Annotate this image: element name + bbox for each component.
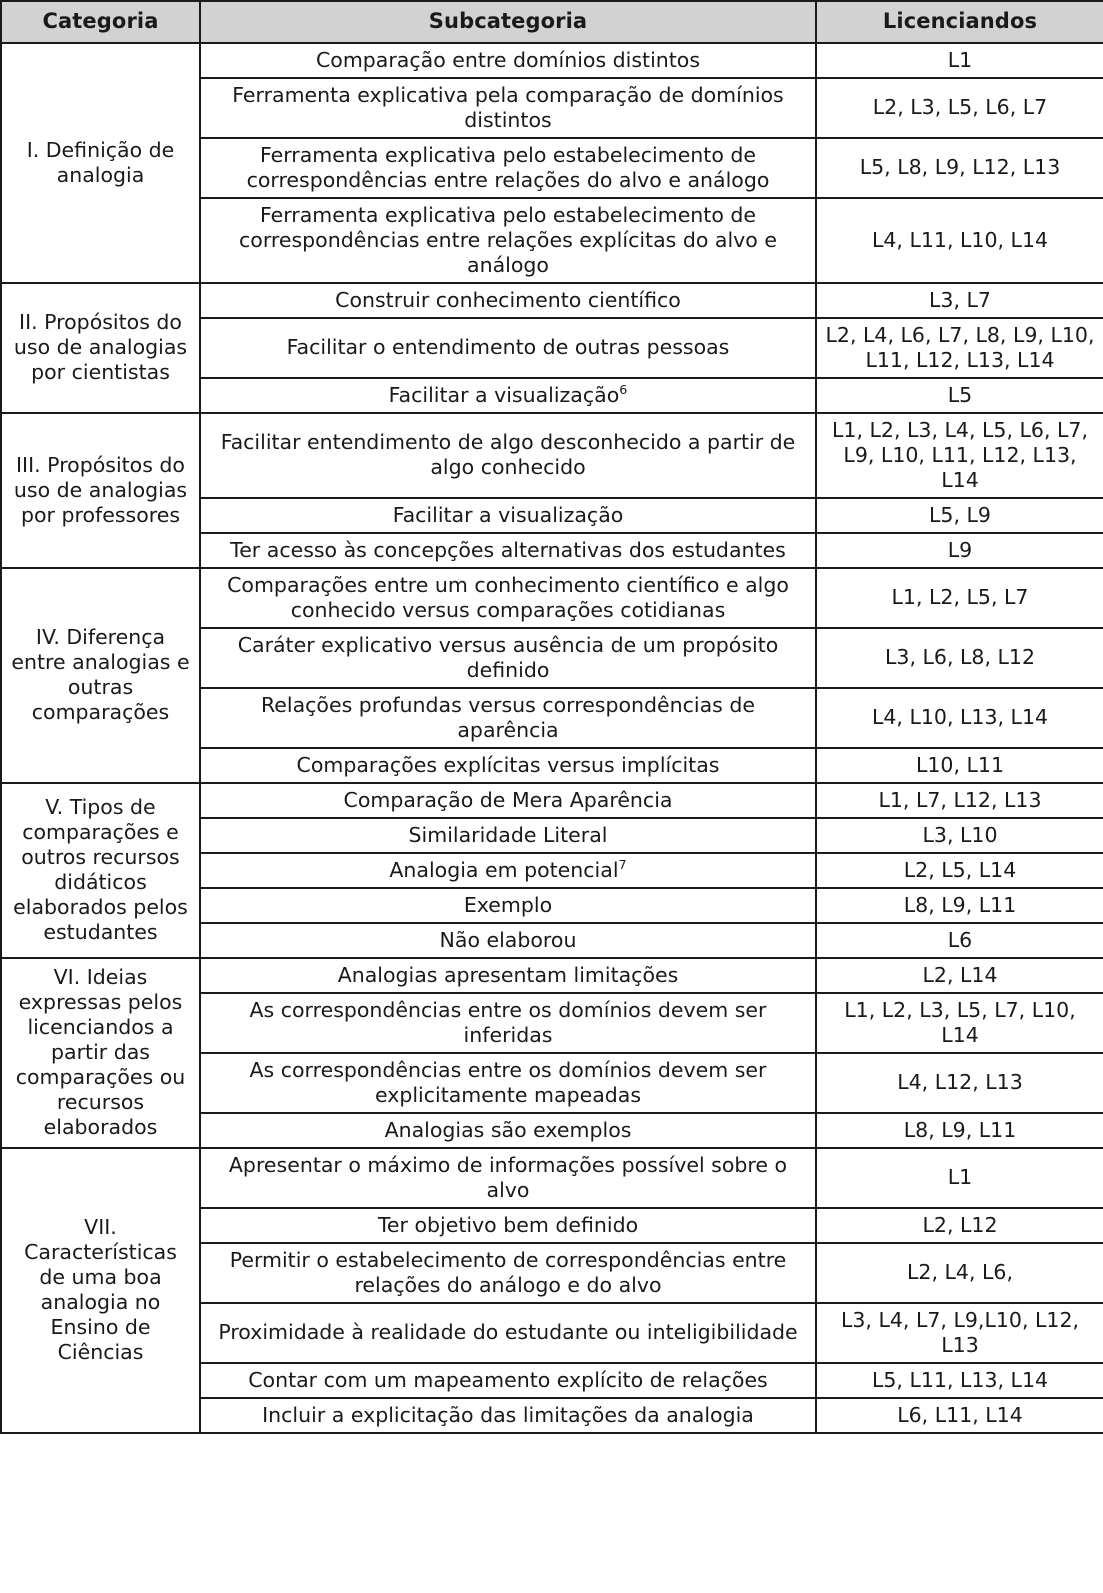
subcategory-cell: Comparações entre um conhecimento científico e algo conhecido versus comparações cotidianas [200,568,816,628]
table-row [1,1148,1103,1208]
licenciandos-cell: L2, L3, L5, L6, L7 [816,78,1103,138]
licenciandos-cell: L4, L11, L10, L14 [816,198,1103,283]
header-row [1,1,1103,43]
licenciandos-cell: L1, L2, L3, L5, L7, L10, L14 [816,993,1103,1053]
column-header-licenciandos: Licenciandos [816,1,1103,43]
table-row [1,413,1103,498]
subcategory-cell: Não elaborou [200,923,816,958]
category-cell: II. Propósitos do uso de analogias por cientistas [1,283,200,413]
licenciandos-cell: L1, L7, L12, L13 [816,783,1103,818]
subcategory-cell: Ferramenta explicativa pelo estabelecimento de correspondências entre relações explícitas do alvo e análogo [200,198,816,283]
licenciandos-cell: L10, L11 [816,748,1103,783]
licenciandos-cell: L8, L9, L11 [816,888,1103,923]
licenciandos-cell: L3, L10 [816,818,1103,853]
subcategory-cell: Analogias são exemplos [200,1113,816,1148]
table-row [1,283,1103,318]
subcategory-cell: Ter acesso às concepções alternativas dos estudantes [200,533,816,568]
subcategory-cell: Permitir o estabelecimento de correspondências entre relações do análogo e do alvo [200,1243,816,1303]
licenciandos-cell: L2, L4, L6, L7, L8, L9, L10, L11, L12, L13, L14 [816,318,1103,378]
licenciandos-cell: L6, L11, L14 [816,1398,1103,1433]
category-cell: VII. Características de uma boa analogia no Ensino de Ciências [1,1148,200,1433]
licenciandos-cell: L2, L5, L14 [816,853,1103,888]
column-header-subcategoria: Subcategoria [200,1,816,43]
subcategory-cell: Comparação entre domínios distintos [200,43,816,78]
table-body [1,43,1103,1433]
subcategory-cell: Incluir a explicitação das limitações da analogia [200,1398,816,1433]
table-row [1,568,1103,628]
subcategory-cell: Analogias apresentam limitações [200,958,816,993]
subcategory-cell: Contar com um mapeamento explícito de relações [200,1363,816,1398]
subcategory-cell: Comparações explícitas versus implícitas [200,748,816,783]
table-row [1,43,1103,78]
subcategory-cell: Construir conhecimento científico [200,283,816,318]
subcategory-cell: As correspondências entre os domínios devem ser explicitamente mapeadas [200,1053,816,1113]
licenciandos-cell: L3, L6, L8, L12 [816,628,1103,688]
licenciandos-cell: L3, L4, L7, L9,L10, L12, L13 [816,1303,1103,1363]
licenciandos-cell: L9 [816,533,1103,568]
licenciandos-cell: L3, L7 [816,283,1103,318]
footnote-marker: 6 [619,381,628,397]
subcategory-cell: Proximidade à realidade do estudante ou inteligibilidade [200,1303,816,1363]
subcategory-cell: Caráter explicativo versus ausência de um propósito definido [200,628,816,688]
category-cell: I. Definição de analogia [1,43,200,283]
subcategory-cell: Facilitar a visualização [200,498,816,533]
category-cell: V. Tipos de comparações e outros recursos didáticos elaborados pelos estudantes [1,783,200,958]
subcategory-cell: Analogia em potencial$^7$ [200,853,816,888]
licenciandos-cell: L1, L2, L3, L4, L5, L6, L7, L9, L10, L11, L12, L13, L14 [816,413,1103,498]
subcategory-cell: Relações profundas versus correspondências de aparência [200,688,816,748]
table-row [1,783,1103,818]
licenciandos-cell: L4, L10, L13, L14 [816,688,1103,748]
subcategory-cell: Exemplo [200,888,816,923]
licenciandos-cell: L5, L9 [816,498,1103,533]
licenciandos-cell: L1, L2, L5, L7 [816,568,1103,628]
category-cell: IV. Diferença entre analogias e outras comparações [1,568,200,783]
table-row [1,958,1103,993]
licenciandos-cell: L2, L4, L6, [816,1243,1103,1303]
subcategory-cell: As correspondências entre os domínios devem ser inferidas [200,993,816,1053]
category-cell: VI. Ideias expressas pelos licenciandos a partir das comparações ou recursos elaborados [1,958,200,1148]
licenciandos-cell: L2, L14 [816,958,1103,993]
table-header [1,1,1103,43]
licenciandos-cell: L2, L12 [816,1208,1103,1243]
subcategory-cell: Comparação de Mera Aparência [200,783,816,818]
licenciandos-cell: L5 [816,378,1103,413]
licenciandos-cell: L6 [816,923,1103,958]
licenciandos-cell: L1 [816,43,1103,78]
subcategory-cell: Ter objetivo bem definido [200,1208,816,1243]
category-cell: III. Propósitos do uso de analogias por professores [1,413,200,568]
subcategory-cell: Ferramenta explicativa pela comparação de domínios distintos [200,78,816,138]
licenciandos-cell: L1 [816,1148,1103,1208]
subcategory-cell: Facilitar o entendimento de outras pessoas [200,318,816,378]
licenciandos-cell: L5, L11, L13, L14 [816,1363,1103,1398]
footnote-marker: 7 [618,856,627,872]
subcategory-cell: Facilitar a visualização$^6$ [200,378,816,413]
subcategory-cell: Facilitar entendimento de algo desconhecido a partir de algo conhecido [200,413,816,498]
licenciandos-cell: L8, L9, L11 [816,1113,1103,1148]
licenciandos-cell: L4, L12, L13 [816,1053,1103,1113]
subcategory-cell: Ferramenta explicativa pelo estabelecimento de correspondências entre relações do alvo e análogo [200,138,816,198]
subcategory-cell: Apresentar o máximo de informações possível sobre o alvo [200,1148,816,1208]
licenciandos-cell: L5, L8, L9, L12, L13 [816,138,1103,198]
column-header-categoria: Categoria [1,1,200,43]
subcategory-cell: Similaridade Literal [200,818,816,853]
